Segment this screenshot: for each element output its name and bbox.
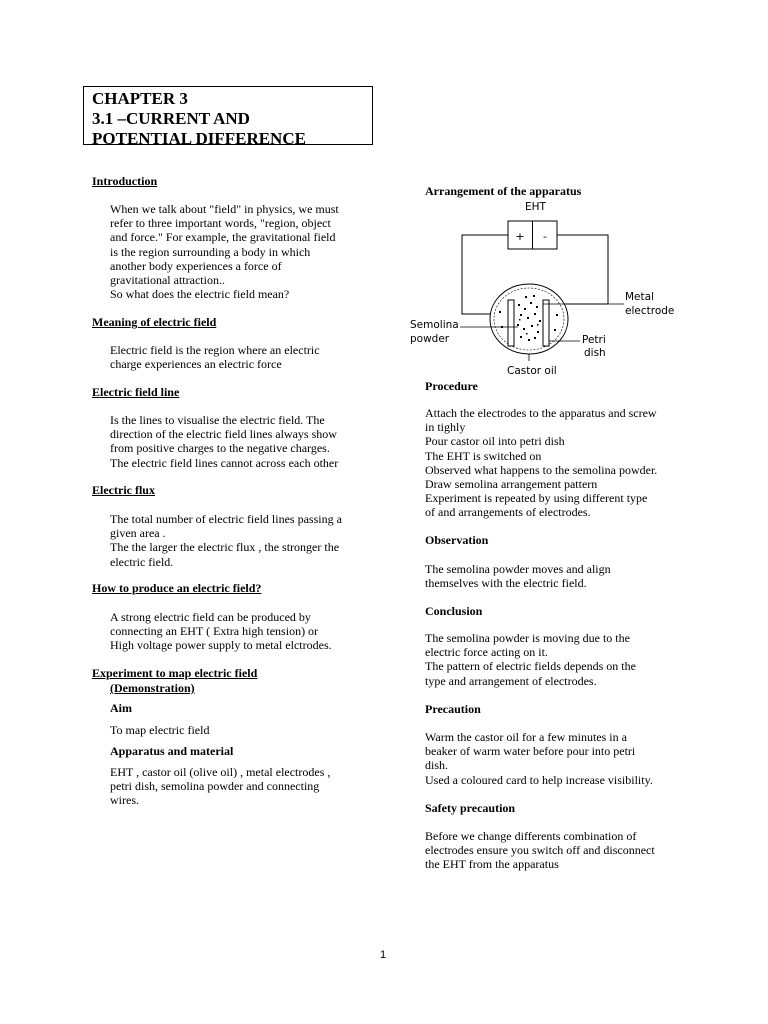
text-line: electric force acting on it. xyxy=(425,645,548,660)
text-line: The electric field lines cannot across each other xyxy=(110,455,339,470)
text-line: petri dish, semolina powder and connecting xyxy=(110,779,320,794)
observation-text xyxy=(425,562,611,590)
produce-heading: How to produce an electric field? xyxy=(92,581,262,595)
introduction-heading: Introduction xyxy=(92,174,158,188)
powder-label: powder xyxy=(410,333,450,345)
electrode-label: electrode xyxy=(625,305,675,317)
chapter-title-box xyxy=(83,86,373,148)
text-line: The pattern of electric fields depends on the xyxy=(425,659,636,674)
text-line: beaker of warm water before pour into petri xyxy=(425,744,636,759)
aim-heading: Aim xyxy=(110,701,132,715)
meaning-heading: Meaning of electric field xyxy=(92,315,217,329)
left-electrode xyxy=(508,300,514,346)
text-line: Experiment is repeated by using different type xyxy=(425,491,648,506)
procedure-heading: Procedure xyxy=(425,379,478,393)
precaution-text xyxy=(425,730,653,787)
text-line: given area . xyxy=(110,526,166,541)
conclusion-heading: Conclusion xyxy=(425,604,483,618)
text-line: Used a coloured card to help increase visibility. xyxy=(425,772,653,787)
text-line: from positive charges to the negative charges. xyxy=(110,441,330,456)
experiment-subheading: (Demonstration) xyxy=(110,681,195,695)
observation-heading: Observation xyxy=(425,533,489,547)
produce-text xyxy=(110,610,332,653)
text-line: A strong electric field can be produced by xyxy=(110,610,311,624)
text-line: Warm the castor oil for a few minutes in a xyxy=(425,730,627,744)
negative-terminal-label: - xyxy=(543,230,547,243)
text-line: dish. xyxy=(425,758,449,773)
flux-heading: Electric flux xyxy=(92,483,155,497)
text-line: The the larger the electric flux , the stronger the xyxy=(110,540,340,555)
apparatus-diagram xyxy=(400,196,690,378)
safety-text xyxy=(425,829,655,872)
text-line: electric field. xyxy=(110,554,174,569)
text-line: and force." For example, the gravitational field xyxy=(110,230,336,245)
text-line: High voltage power supply to metal elctrodes. xyxy=(110,638,332,653)
apparatus-heading: Apparatus and material xyxy=(110,744,234,758)
arrangement-heading: Arrangement of the apparatus xyxy=(425,184,582,198)
text-line: Pour castor oil into petri dish xyxy=(425,434,565,449)
text-line: charge experiences an electric force xyxy=(110,357,282,372)
procedure-text xyxy=(425,406,657,520)
page-number: 1 xyxy=(380,949,387,961)
field-line-text xyxy=(110,413,338,470)
text-line: of and arrangements of electrodes. xyxy=(425,505,591,520)
eht-label: EHT xyxy=(525,201,546,213)
text-line: refer to three important words, "region, object xyxy=(110,216,331,231)
text-line: direction of the electric field lines always show xyxy=(110,427,337,442)
text-line: connecting an EHT ( Extra high tension) or xyxy=(110,624,319,639)
text-line: The total number of electric field lines passing a xyxy=(110,512,342,526)
text-line: When we talk about "field" in physics, we must xyxy=(110,202,339,216)
field-line-heading: Electric field line xyxy=(92,385,180,399)
right-electrode xyxy=(543,300,549,346)
flux-text xyxy=(110,512,342,569)
section-title-line1: 3.1 –CURRENT AND xyxy=(92,109,250,128)
meaning-text xyxy=(110,343,320,371)
conclusion-text xyxy=(425,631,636,688)
metal-label: Metal xyxy=(625,291,654,303)
semolina-label: Semolina xyxy=(410,319,459,331)
text-line: Observed what happens to the semolina powder. xyxy=(425,462,658,477)
precaution-heading: Precaution xyxy=(425,702,481,716)
text-line: Attach the electrodes to the apparatus and screw xyxy=(425,406,657,420)
text-line: the EHT from the apparatus xyxy=(425,857,559,872)
apparatus-text xyxy=(110,765,330,808)
text-line: type and arrangement of electrodes. xyxy=(425,673,597,688)
text-line: is the region surrounding a body in which xyxy=(110,244,311,259)
text-line: So what does the electric field mean? xyxy=(110,287,290,302)
castor-oil-label: Castor oil xyxy=(507,365,557,377)
text-line: electrodes ensure you switch off and disconnect xyxy=(425,843,655,858)
experiment-heading: Experiment to map electric field xyxy=(92,666,258,680)
section-title-line2: POTENTIAL DIFFERENCE xyxy=(92,129,306,148)
text-line: wires. xyxy=(110,793,139,808)
text-line: Draw semolina arrangement pattern xyxy=(425,477,598,492)
introduction-text xyxy=(110,202,339,301)
text-line: Is the lines to visualise the electric field. The xyxy=(110,413,325,427)
text-line: Electric field is the region where an electric xyxy=(110,343,320,357)
text-line: The semolina powder is moving due to the xyxy=(425,631,630,645)
text-line: themselves with the electric field. xyxy=(425,576,587,591)
aim-text: To map electric field xyxy=(110,723,210,737)
wire-right xyxy=(557,235,608,304)
text-line: in tighly xyxy=(425,420,466,435)
text-line: Before we change differents combination of xyxy=(425,829,637,843)
text-line: another body experiences a force of xyxy=(110,258,282,273)
safety-heading: Safety precaution xyxy=(425,801,516,815)
chapter-label: CHAPTER 3 xyxy=(92,89,188,108)
positive-terminal-label: + xyxy=(515,230,525,243)
text-line: EHT , castor oil (olive oil) , metal electrodes , xyxy=(110,765,331,779)
petri-label: Petri xyxy=(582,334,606,346)
text-line: gravitational attraction.. xyxy=(110,273,225,288)
text-line: The EHT is switched on xyxy=(425,448,542,463)
text-line: The semolina powder moves and align xyxy=(425,562,611,576)
dish-label: dish xyxy=(584,347,606,359)
